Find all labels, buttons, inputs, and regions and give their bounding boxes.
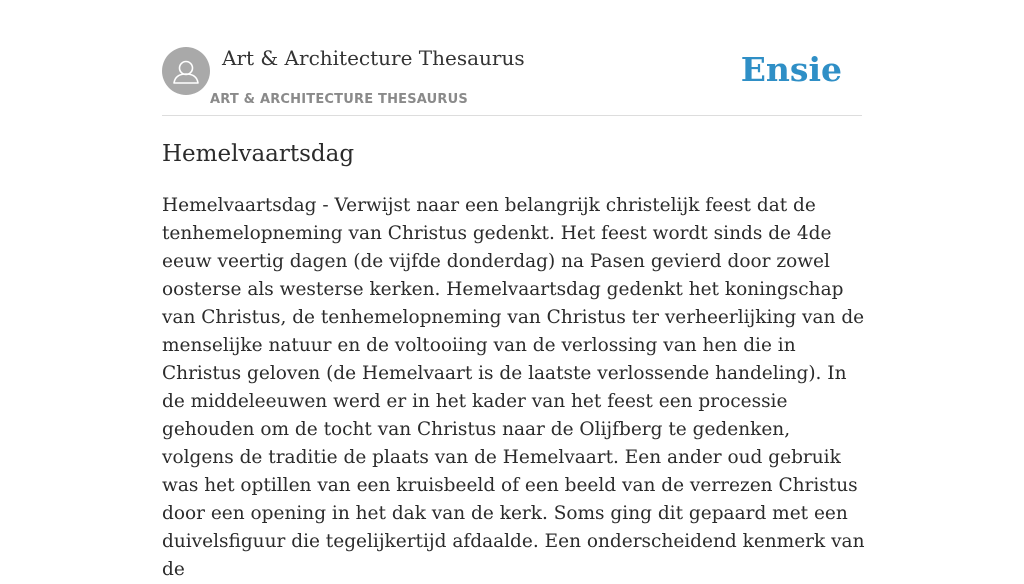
source-subtitle-link[interactable]: ART & ARCHITECTURE THESAURUS bbox=[210, 92, 468, 107]
source-title-link[interactable]: Art & Architecture Thesaurus bbox=[222, 46, 525, 70]
ensie-logo[interactable]: Ensie bbox=[740, 50, 842, 89]
header-divider bbox=[162, 115, 862, 116]
article-title: Hemelvaartsdag bbox=[162, 141, 355, 167]
person-outline-icon bbox=[162, 47, 210, 95]
article-body: Hemelvaartsdag - Verwijst naar een belangrijk christelijk feest dat de tenhemelopneming van Christus gedenkt. Het feest wordt sinds de 4de eeuw veertig dagen (de vijfde donderdag) na Pasen gevierd door zowel oosterse als westerse kerken. Hemelvaartsdag gedenkt het koningschap van Christus, de tenhemelopneming van Christus ter verheerlijking van de menselijke natuur en de voltooiing van de verlossing van hen die in Christus geloven (de Hemelvaart is de laatste verlossende handeling). In de middeleeuwen werd er in het kader van het feest een processie gehouden om de tocht van Christus naar de Olijfberg te gedenken, volgens de traditie de plaats van de Hemelvaart. Een ander oud gebruik was het optillen van een kruisbeeld of een beeld van de verrezen Christus door een opening in het dak van de kerk. Soms ging dit gepaard met een duivelsfiguur die tegelijkertijd afdaalde. Een onderscheidend kenmerk van de bbox=[162, 195, 865, 580]
user-avatar-icon[interactable] bbox=[162, 47, 210, 95]
